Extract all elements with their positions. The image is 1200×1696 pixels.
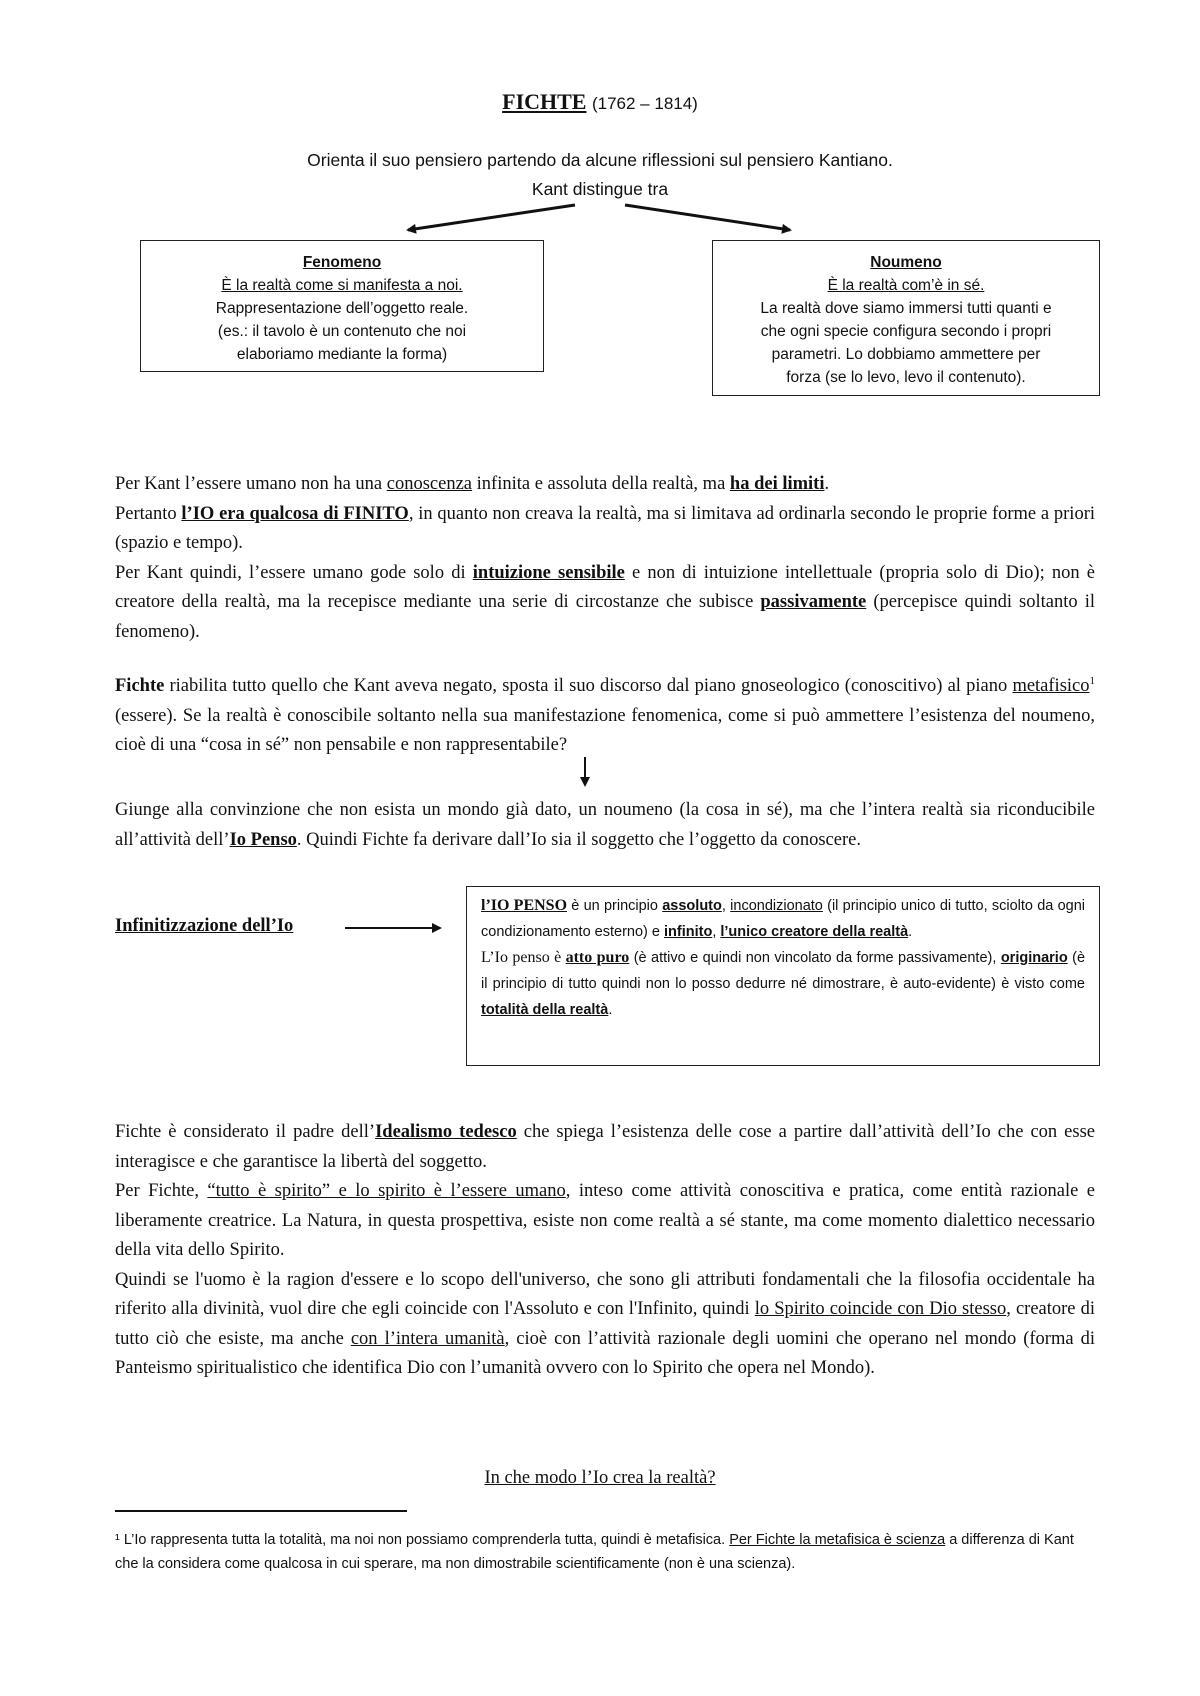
text-run: ,	[712, 924, 721, 940]
underlined-io-finito: l’IO era qualcosa di FINITO	[181, 503, 409, 524]
fenomeno-line-3: (es.: il tavolo è un contenuto che noi	[217, 323, 467, 340]
underlined-tutto-spirito: “tutto è spirito” e lo spirito è l’essere umano	[207, 1181, 566, 1201]
paragraph-kant	[115, 470, 1095, 647]
text-run: , in quanto non creava la realtà, ma si limitava ad ordinarla secondo le proprie forme a priori (spazio e tempo).	[115, 503, 1095, 553]
title-name: FICHTE	[502, 89, 587, 114]
text-run: che spiega l’esistenza delle cose a partire dall’attività dell’Io che con esse interagisce e che garantisce la libertà del soggetto.	[115, 1122, 1096, 1172]
fenomeno-box	[140, 240, 544, 372]
text-run: riabilita tutto quello che Kant aveva negato, sposta il suo discorso dal piano gnoseologico (conoscitivo) al piano	[164, 676, 1013, 696]
underlined-umanita: con l’intera umanità	[350, 1328, 505, 1349]
io-penso-box	[466, 886, 1100, 1066]
underlined-unico-creatore: l’unico creatore della realtà	[720, 924, 909, 940]
infinitizzazione-label: Infinitizzazione dell’Io	[115, 916, 294, 936]
title-dates: (1762 – 1814)	[591, 94, 698, 113]
p4-line-c	[115, 1266, 1095, 1384]
text-run: , creatore di tutto ciò che esiste, ma anche	[115, 1299, 1095, 1349]
text-run: , cioè con l’attività razionale degli uomini che operano nel mondo (forma di Panteismo spiritualistico che identifica Dio con l’umanità ovvero con lo Spirito che opera nel Mondo).	[115, 1328, 1095, 1378]
noumeno-line-4: parametri. Lo dobbiamo ammettere per	[771, 346, 1041, 363]
intro-line-1: Orienta il suo pensiero partendo da alcune riflessioni sul pensiero Kantiano.	[307, 150, 893, 170]
noumeno-line-3: che ogni specie configura secondo i propri	[760, 323, 1052, 340]
text-run: (è il principio di tutto quindi non lo posso dedurre né dimostrare, è auto-evidente) è visto come	[481, 950, 1086, 992]
footnote-ref[interactable]: 1	[1089, 674, 1095, 687]
arrow-right	[625, 205, 790, 230]
underlined-totalita: totalità della realtà	[481, 1002, 609, 1018]
text-run: Per Kant quindi, l’essere umano gode solo di	[115, 562, 473, 583]
text-run: ,	[721, 898, 731, 914]
text-run: (percepisce quindi soltanto il fenomeno).	[115, 592, 1096, 642]
underlined-idealismo: Idealismo tedesco	[375, 1122, 517, 1142]
text-run: Quindi se l'uomo è la ragion d'essere e lo scopo dell'universo, che sono gli attributi fondamentali che la filosofia occidentale ha riferito alla divinità, vuol dire che egli coincide con l'Assoluto e con l'Infinito, quindi	[115, 1269, 1095, 1319]
underlined-incondizionato: incondizionato	[730, 898, 823, 914]
footnote	[115, 1528, 1100, 1576]
p4-line-b	[115, 1177, 1095, 1266]
underlined-atto-puro: atto puro	[565, 949, 630, 966]
underlined-spirito-dio: lo Spirito coincide con Dio stesso	[754, 1299, 1007, 1319]
underlined-conoscenza: conoscenza	[386, 474, 473, 494]
underlined-limiti: ha dei limiti	[729, 474, 825, 494]
p1-line-a	[115, 470, 1095, 500]
underlined-intuizione: intuizione sensibile	[472, 562, 625, 583]
text-run: Fichte è considerato il padre dell’	[115, 1122, 376, 1142]
text-run: Pertanto	[115, 503, 182, 524]
paragraph-fichte-riabilita	[115, 672, 1095, 761]
text-run: . Quindi Fichte fa derivare dall’Io sia il soggetto che l’oggetto da conoscere.	[296, 829, 861, 850]
text-run: (il principio unico di tutto, sciolto da ogni condizionamento esterno) e	[481, 898, 1086, 940]
fenomeno-line-4: elaboriamo mediante la forma)	[236, 346, 448, 363]
text-run: .	[608, 1002, 613, 1018]
p1-line-c	[115, 559, 1095, 648]
text-run: .	[908, 924, 913, 940]
p4-line-a	[115, 1118, 1095, 1177]
text-run: Giunge alla convinzione che non esista un mondo già dato, un noumeno (la cosa in sé), ma che l’intera realtà sia riconducibile all’attività dell’	[115, 800, 1095, 850]
p1-line-b	[115, 500, 1095, 559]
text-run: e non di intuizione intellettuale (propria solo di Dio); non è creatore della realtà, ma la recepisce mediante una serie di circostanze che subisce	[115, 562, 1095, 612]
bold-fichte: Fichte	[115, 676, 165, 696]
text-run: , inteso come attività conoscitiva e pratica, come entità razionale e liberamente creatrice. La Natura, in questa prospettiva, esiste non come realtà a sé stante, ma come momento dialettico necessario della vita dello Spirito.	[115, 1181, 1095, 1260]
paragraph-idealismo	[115, 1118, 1095, 1384]
section-question: In che modo l’Io crea la realtà?	[484, 1468, 716, 1488]
underlined-assoluto: assoluto	[662, 898, 722, 914]
intro-line-2: Kant distingue tra	[531, 179, 669, 199]
noumeno-heading: Noumeno	[870, 254, 942, 271]
text-run: .	[824, 474, 830, 494]
underlined-infinito: infinito	[663, 924, 713, 940]
underlined-passivamente: passivamente	[760, 592, 867, 612]
text-run: ¹ L’Io rappresenta tutta la totalità, ma noi non possiamo comprenderla tutta, quindi è metafisica.	[115, 1532, 730, 1548]
underlined-metafisica-scienza: Per Fichte la metafisica è scienza	[729, 1532, 946, 1548]
io-box-para-1	[481, 893, 1085, 945]
io-penso-heading: l’IO PENSO	[481, 897, 568, 914]
fenomeno-line-2: Rappresentazione dell’oggetto reale.	[215, 300, 469, 317]
text-run: (è attivo e quindi non vincolato da forme passivamente),	[629, 950, 1001, 966]
noumeno-line-5: forza (se lo levo, levo il contenuto).	[786, 369, 1026, 386]
text-run: infinita e assoluta della realtà, ma	[472, 474, 730, 494]
footnote-divider	[115, 1510, 407, 1512]
text-run: L’Io penso è	[481, 949, 566, 966]
noumeno-line-2: La realtà dove siamo immersi tutti quanti e	[760, 300, 1052, 317]
underlined-metafisico: metafisico	[1012, 676, 1090, 696]
text-run: è un principio	[567, 898, 663, 914]
fenomeno-line-1: È la realtà come si manifesta a noi.	[221, 277, 463, 294]
text-run: (essere). Se la realtà è conoscibile soltanto nella sua manifestazione fenomenica, come si può ammettere l’esistenza del noumeno, cioè di una “cosa in sé” non pensabile e non rappresentabile?	[115, 705, 1095, 755]
io-box-para-2	[481, 945, 1085, 1023]
underlined-io-penso: Io Penso	[229, 829, 297, 850]
paragraph-io-penso	[115, 796, 1095, 855]
arrow-left	[408, 205, 575, 230]
text-run: a differenza di Kant che la considera come qualcosa in cui sperare, ma non dimostrabile scientificamente (non è una scienza).	[115, 1532, 1074, 1572]
noumeno-box	[712, 240, 1100, 396]
fenomeno-heading: Fenomeno	[302, 254, 382, 271]
noumeno-line-1: È la realtà com’è in sé.	[827, 277, 985, 294]
text-run: Per Fichte,	[115, 1181, 208, 1201]
text-run: Per Kant l’essere umano non ha una	[115, 474, 387, 494]
underlined-originario: originario	[1000, 950, 1068, 966]
